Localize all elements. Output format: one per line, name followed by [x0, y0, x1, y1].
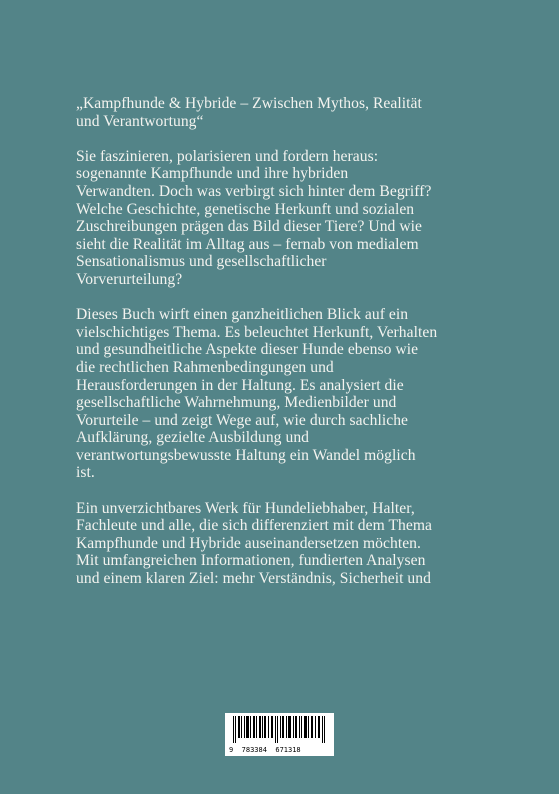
blurb-paragraph-2: Dieses Buch wirft einen ganzheitlichen Blick auf ein vielschichtiges Thema. Es beleuchtet Herkunft, Verhalten und gesundheitliche Aspekte dieser Hunde ebenso wie die rechtlichen Rahmenbedingungen und Herausforderungen in der Haltung. Es analysiert die gesellschaftliche Wahrnehmung, Medienbilder und Vorurteile – und zeigt Wege auf, wie durch sachliche Aufklärung, gezielte Ausbildung und verantwortungsbewusste Haltung ein Wandel möglich ist.	[76, 306, 438, 482]
isbn-barcode	[225, 713, 334, 756]
blurb-text	[76, 95, 496, 588]
isbn-number: 9 783384 671318	[229, 746, 301, 754]
blurb-paragraph-1: Sie faszinieren, polarisieren und fordern heraus: sogenannte Kampfhunde und ihre hybriden Verwandten. Doch was verbirgt sich hinter dem Begriff? Welche Geschichte, genetische Herkunft und sozialen Zuschreibungen prägen das Bild dieser Tiere? Und wie sieht die Realität im Alltag aus – fernab von medialem Sensationalismus und gesellschaftlicher Vorverurteilung?	[76, 147, 432, 288]
blurb-paragraph-3: Ein unverzichtbares Werk für Hundeliebhaber, Halter, Fachleute und alle, die sich differenziert mit dem Thema Kampfhunde und Hybride auseinandersetzen möchten. Mit umfangreichen Informationen, fundierten Analysen und einem klaren Ziel: mehr Verständnis, Sicherheit und	[76, 499, 432, 588]
blurb-title: „Kampfhunde & Hybride – Zwischen Mythos, Realität und Verantwortung“	[76, 95, 422, 130]
barcode-bars-icon	[233, 716, 325, 743]
